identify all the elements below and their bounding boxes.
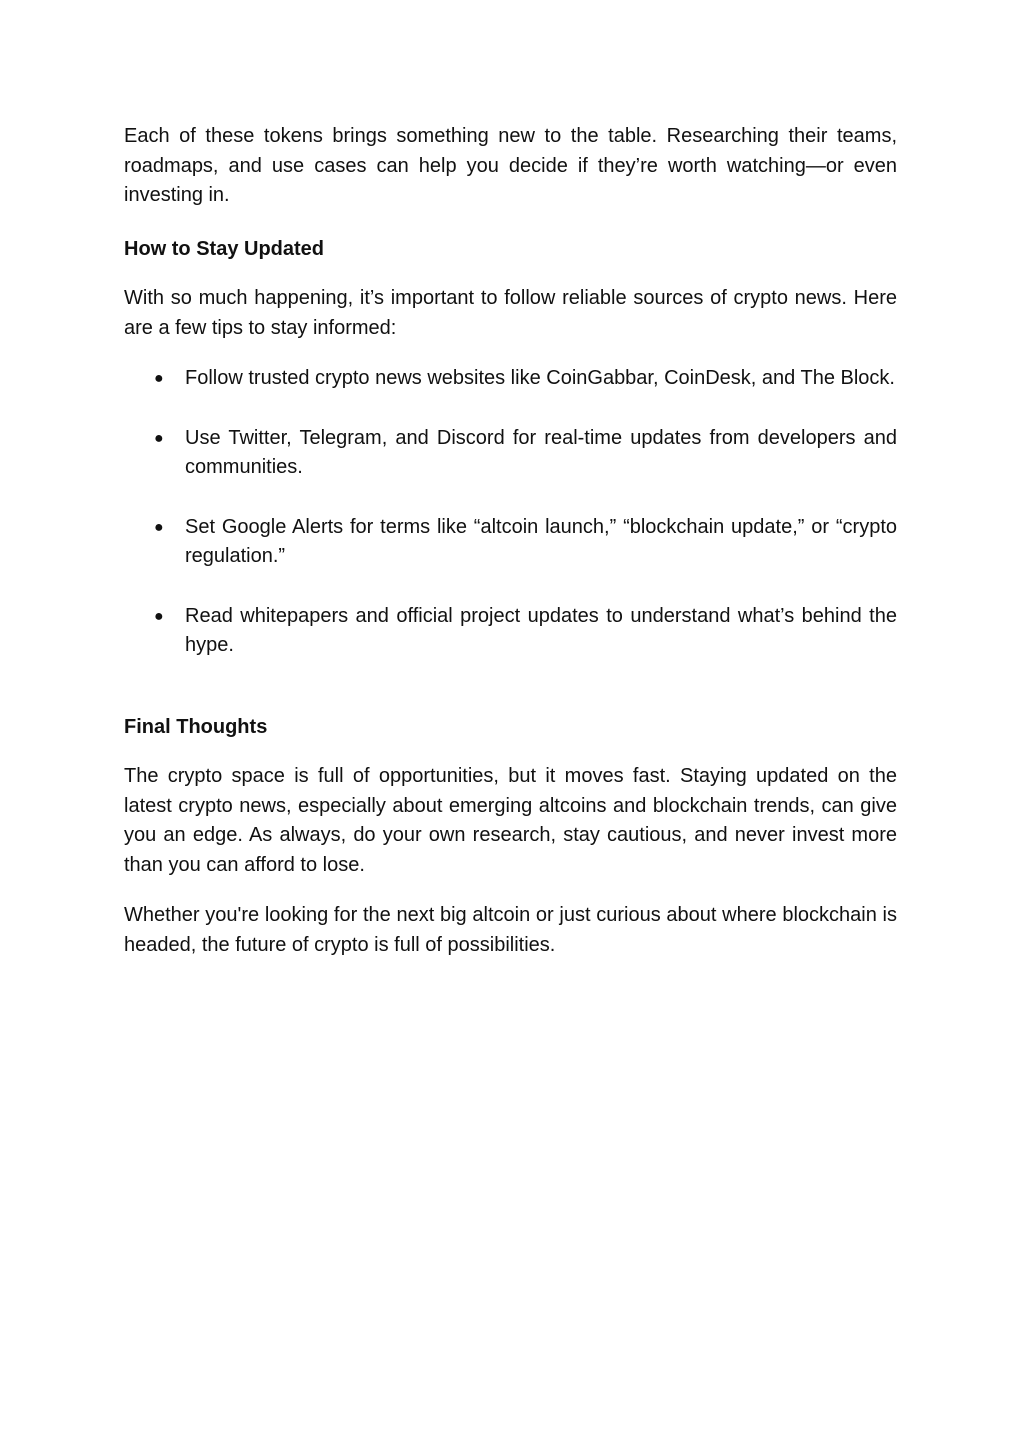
closing-paragraph: Whether you're looking for the next big altcoin or just curious about where blockchain is headed, the future of crypto is full of possibilities.	[124, 904, 897, 956]
intro-paragraph: Each of these tokens brings something new to the table. Researching their teams, roadmaps, and use cases can help you decide if they’re worth watching—or even investing in.	[124, 125, 897, 206]
final-thoughts-paragraph: The crypto space is full of opportunities, but it moves fast. Staying updated on the latest crypto news, especially about emerging altcoins and blockchain trends, can give you an edge. As always, do your own research, stay cautious, and never invest more than you can afford to lose.	[124, 765, 897, 876]
heading-how-to-stay-updated: How to Stay Updated	[124, 237, 325, 260]
bullet-icon: ●	[154, 518, 164, 536]
list-item	[154, 513, 897, 572]
list-item-text: Set Google Alerts for terms like “altcoin launch,” “blockchain update,” or “crypto regulation.”	[185, 515, 897, 567]
bullet-icon: ●	[154, 429, 164, 447]
bullet-icon: ●	[154, 607, 164, 625]
list-item	[154, 424, 897, 483]
document-page	[124, 122, 897, 960]
list-item-text: Use Twitter, Telegram, and Discord for real-time updates from developers and communities.	[185, 426, 897, 478]
list-item-text: Read whitepapers and official project updates to understand what’s behind the hype.	[185, 604, 897, 656]
list-item-text: Follow trusted crypto news websites like CoinGabbar, CoinDesk, and The Block.	[185, 367, 895, 389]
list-item	[154, 364, 897, 394]
heading-final-thoughts: Final Thoughts	[124, 715, 268, 738]
tips-list	[124, 364, 897, 661]
list-item	[154, 602, 897, 661]
bullet-icon: ●	[154, 370, 164, 387]
stay-updated-paragraph: With so much happening, it’s important to follow reliable sources of crypto news. Here are a few tips to stay informed:	[124, 287, 897, 339]
